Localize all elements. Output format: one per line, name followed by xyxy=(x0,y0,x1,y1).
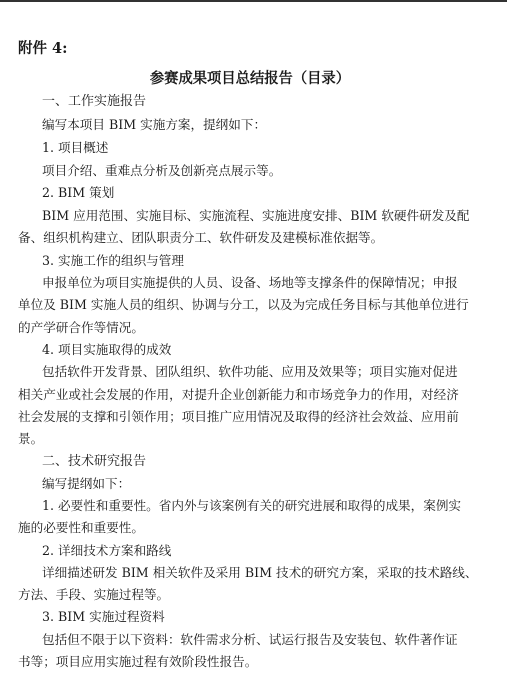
paragraph-line: 景。 xyxy=(18,431,44,446)
paragraph-line: 项目介绍、重难点分析及创新亮点展示等。 xyxy=(42,163,282,178)
paragraph-line: 编写本项目 BIM 实施方案，提纲如下： xyxy=(42,117,267,132)
paragraph-line: 包括软件开发背景、团队组织、软件功能、应用及效果等；项目实施对促进 xyxy=(42,364,458,379)
section-heading-work-report: 一、工作实施报告 xyxy=(42,94,147,109)
paragraph-line: 申报单位为项目实施提供的人员、设备、场地等支撑条件的保障情况；申报 xyxy=(42,275,458,290)
paragraph-line: 施的必要性和重要性。 xyxy=(18,520,144,535)
paragraph-line: 备、组织机构建立、团队职责分工、软件研发及建模标准依据等。 xyxy=(18,230,384,245)
subheading-results: 4. 项目实施取得的成效 xyxy=(42,342,172,357)
paragraph-line: 编写提纲如下： xyxy=(42,476,131,491)
subheading-project-overview: 1. 项目概述 xyxy=(42,140,109,155)
paragraph-line: BIM 应用范围、实施目标、实施流程、实施进度安排、BIM 软硬件研发及配 xyxy=(42,208,470,223)
attachment-label: 附件 4: xyxy=(18,40,68,57)
paragraph-line: 单位及 BIM 实施人员的组织、协调与分工，以及为完成任务目标与其他单位进行 xyxy=(18,297,469,312)
subheading-organization-management: 3. 实施工作的组织与管理 xyxy=(42,253,184,268)
paragraph-line: 相关产业或社会发展的作用，对提升企业创新能力和市场竞争力的作用，对经济 xyxy=(18,387,459,402)
subheading-necessity: 1. 必要性和重要性。省内外与该案例有关的研究进展和取得的成果，案例实 xyxy=(42,498,462,513)
subheading-technical-plan: 2. 详细技术方案和路线 xyxy=(42,543,172,558)
section-heading-technical-report: 二、技术研究报告 xyxy=(42,454,147,469)
paragraph-line: 的产学研合作等情况。 xyxy=(18,320,144,335)
paragraph-line: 社会发展的支撑和引领作用；项目推广应用情况及取得的经济社会效益、应用前 xyxy=(18,409,459,424)
paragraph-line: 详细描述研发 BIM 相关软件及采用 BIM 技术的研究方案，采取的技术路线、 xyxy=(42,565,478,580)
document-title: 参赛成果项目总结报告（目录） xyxy=(149,70,351,87)
subheading-process-materials: 3. BIM 实施过程资料 xyxy=(42,609,165,624)
subheading-bim-planning: 2. BIM 策划 xyxy=(42,185,115,200)
paragraph-line: 书等；项目应用实施过程有效阶段性报告。 xyxy=(18,654,258,669)
paragraph-line: 包括但不限于以下资料：软件需求分析、试运行报告及安装包、软件著作证 xyxy=(42,632,458,647)
paragraph-line: 方法、手段、实施过程等。 xyxy=(18,587,170,602)
